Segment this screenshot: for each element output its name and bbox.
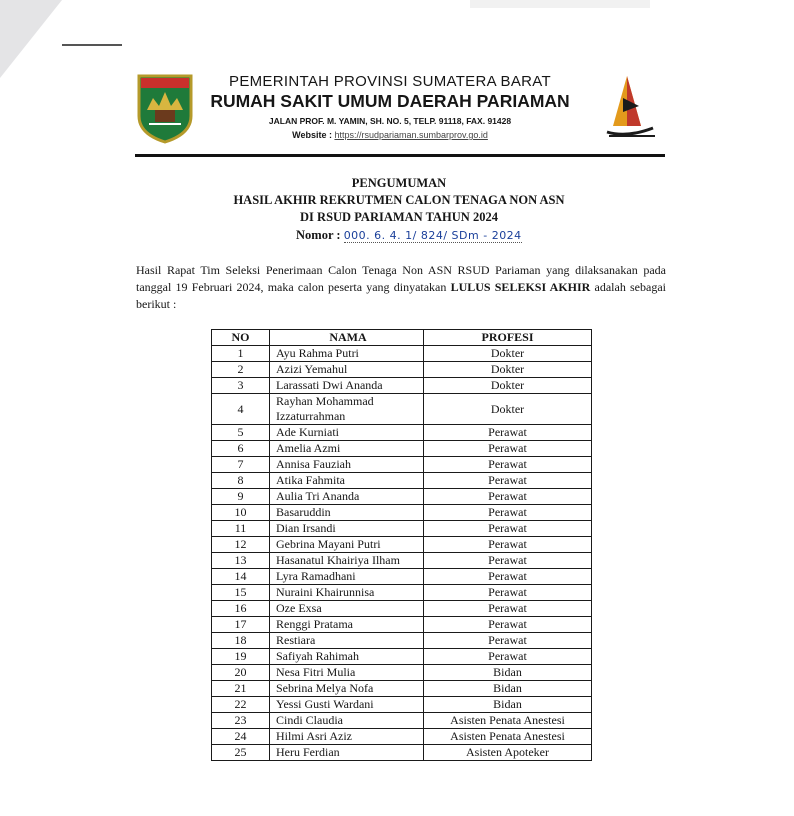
announcement-title [130, 175, 668, 226]
row-profesi: Perawat [424, 473, 592, 489]
nomor-label: Nomor : [296, 228, 344, 242]
row-nama: Azizi Yemahul [270, 362, 424, 378]
table-row [212, 729, 592, 745]
row-profesi: Perawat [424, 585, 592, 601]
intro-emphasis: LULUS SELEKSI AKHIR [450, 280, 591, 294]
row-no: 3 [212, 378, 270, 394]
row-profesi: Asisten Penata Anestesi [424, 729, 592, 745]
letterhead-rule [135, 154, 665, 157]
row-nama: Renggi Pratama [270, 617, 424, 633]
table-row [212, 473, 592, 489]
title-line-3: DI RSUD PARIAMAN TAHUN 2024 [300, 210, 498, 224]
row-profesi: Perawat [424, 601, 592, 617]
table-row [212, 457, 592, 473]
row-profesi: Perawat [424, 489, 592, 505]
table-row [212, 649, 592, 665]
row-profesi: Asisten Penata Anestesi [424, 713, 592, 729]
title-line-1: PENGUMUMAN [351, 176, 447, 190]
row-no: 19 [212, 649, 270, 665]
row-nama: Restiara [270, 633, 424, 649]
row-profesi: Dokter [424, 362, 592, 378]
row-nama: Sebrina Melya Nofa [270, 681, 424, 697]
row-profesi: Asisten Apoteker [424, 745, 592, 761]
row-no: 13 [212, 553, 270, 569]
province-emblem-icon [135, 72, 195, 144]
row-nama: Aulia Tri Ananda [270, 489, 424, 505]
table-row [212, 521, 592, 537]
row-no: 17 [212, 617, 270, 633]
row-no: 9 [212, 489, 270, 505]
header-profesi: PROFESI [424, 330, 592, 346]
table-row [212, 569, 592, 585]
intro-text: Hasil Rapat Tim Seleksi Penerimaan Calon Tenaga Non ASN RSUD Pariaman yang dilaksanakan pada tanggal 19 Februari 2024, maka calon peserta yang dinyatakan [136, 263, 666, 294]
website-line [200, 130, 580, 140]
row-no: 7 [212, 457, 270, 473]
table-row [212, 713, 592, 729]
website-url: https://rsudpariaman.sumbarprov.go.id [334, 130, 488, 140]
table-row [212, 378, 592, 394]
row-profesi: Perawat [424, 537, 592, 553]
letterhead [130, 70, 668, 160]
row-no: 2 [212, 362, 270, 378]
row-no: 24 [212, 729, 270, 745]
row-profesi: Perawat [424, 441, 592, 457]
folded-page-corner [0, 0, 62, 78]
document-number [296, 228, 522, 243]
row-no: 8 [212, 473, 270, 489]
table-row [212, 346, 592, 362]
row-nama: Nesa Fitri Mulia [270, 665, 424, 681]
row-profesi: Perawat [424, 633, 592, 649]
row-nama: Gebrina Mayani Putri [270, 537, 424, 553]
row-no: 18 [212, 633, 270, 649]
nomor-value: 000. 6. 4. 1/ 824/ SDm - 2024 [343, 229, 522, 242]
table-row [212, 585, 592, 601]
row-profesi: Dokter [424, 378, 592, 394]
row-nama: Dian Irsandi [270, 521, 424, 537]
table-row [212, 617, 592, 633]
table-row [212, 489, 592, 505]
row-no: 23 [212, 713, 270, 729]
intro-tail: adalah sebagai berikut : [136, 280, 666, 311]
table-row [212, 394, 592, 425]
table-row [212, 601, 592, 617]
row-profesi: Perawat [424, 617, 592, 633]
table-row [212, 553, 592, 569]
row-nama: Ayu Rahma Putri [270, 346, 424, 362]
row-nama: Nuraini Khairunnisa [270, 585, 424, 601]
row-profesi: Perawat [424, 521, 592, 537]
row-nama: Oze Exsa [270, 601, 424, 617]
table-row [212, 441, 592, 457]
hospital-logo-icon [583, 72, 671, 144]
row-no: 12 [212, 537, 270, 553]
table-row [212, 665, 592, 681]
row-profesi: Bidan [424, 665, 592, 681]
table-row [212, 681, 592, 697]
row-nama: Rayhan Mohammad Izzaturrahman [270, 394, 424, 425]
table-row [212, 745, 592, 761]
table-row [212, 697, 592, 713]
row-nama: Hilmi Asri Aziz [270, 729, 424, 745]
row-profesi: Dokter [424, 346, 592, 362]
row-nama: Annisa Fauziah [270, 457, 424, 473]
title-line-2: HASIL AKHIR REKRUTMEN CALON TENAGA NON ASN [233, 193, 565, 207]
table-row [212, 633, 592, 649]
row-profesi: Perawat [424, 553, 592, 569]
row-no: 20 [212, 665, 270, 681]
header-no: NO [212, 330, 270, 346]
row-no: 4 [212, 394, 270, 425]
table-row [212, 505, 592, 521]
header-nama: NAMA [270, 330, 424, 346]
row-profesi: Perawat [424, 457, 592, 473]
scan-top-shadow [470, 0, 650, 8]
website-label: Website : [292, 130, 335, 140]
row-no: 11 [212, 521, 270, 537]
scan-edge-mark [62, 44, 122, 46]
row-nama: Larassati Dwi Ananda [270, 378, 424, 394]
row-profesi: Perawat [424, 425, 592, 441]
row-nama: Ade Kurniati [270, 425, 424, 441]
hospital-address: JALAN PROF. M. YAMIN, SH. NO. 5, TELP. 91118, FAX. 91428 [268, 116, 512, 126]
row-nama: Atika Fahmita [270, 473, 424, 489]
row-no: 10 [212, 505, 270, 521]
row-nama: Yessi Gusti Wardani [270, 697, 424, 713]
row-no: 22 [212, 697, 270, 713]
table-header-row [212, 330, 592, 346]
row-profesi: Dokter [424, 394, 592, 425]
intro-paragraph [136, 262, 666, 313]
row-no: 21 [212, 681, 270, 697]
row-no: 14 [212, 569, 270, 585]
row-no: 6 [212, 441, 270, 457]
row-nama: Amelia Azmi [270, 441, 424, 457]
row-nama: Cindi Claudia [270, 713, 424, 729]
row-no: 16 [212, 601, 270, 617]
row-profesi: Perawat [424, 505, 592, 521]
row-nama: Basaruddin [270, 505, 424, 521]
row-profesi: Perawat [424, 649, 592, 665]
row-no: 15 [212, 585, 270, 601]
row-nama: Lyra Ramadhani [270, 569, 424, 585]
hospital-name: RUMAH SAKIT UMUM DAERAH PARIAMAN [210, 91, 570, 111]
table-row [212, 425, 592, 441]
row-no: 25 [212, 745, 270, 761]
row-no: 5 [212, 425, 270, 441]
row-nama: Heru Ferdian [270, 745, 424, 761]
government-name: PEMERINTAH PROVINSI SUMATERA BARAT [229, 73, 551, 90]
results-table [211, 329, 592, 761]
table-row [212, 537, 592, 553]
row-no: 1 [212, 346, 270, 362]
table-row [212, 362, 592, 378]
row-profesi: Perawat [424, 569, 592, 585]
row-profesi: Bidan [424, 697, 592, 713]
row-nama: Hasanatul Khairiya Ilham [270, 553, 424, 569]
row-profesi: Bidan [424, 681, 592, 697]
row-nama: Safiyah Rahimah [270, 649, 424, 665]
